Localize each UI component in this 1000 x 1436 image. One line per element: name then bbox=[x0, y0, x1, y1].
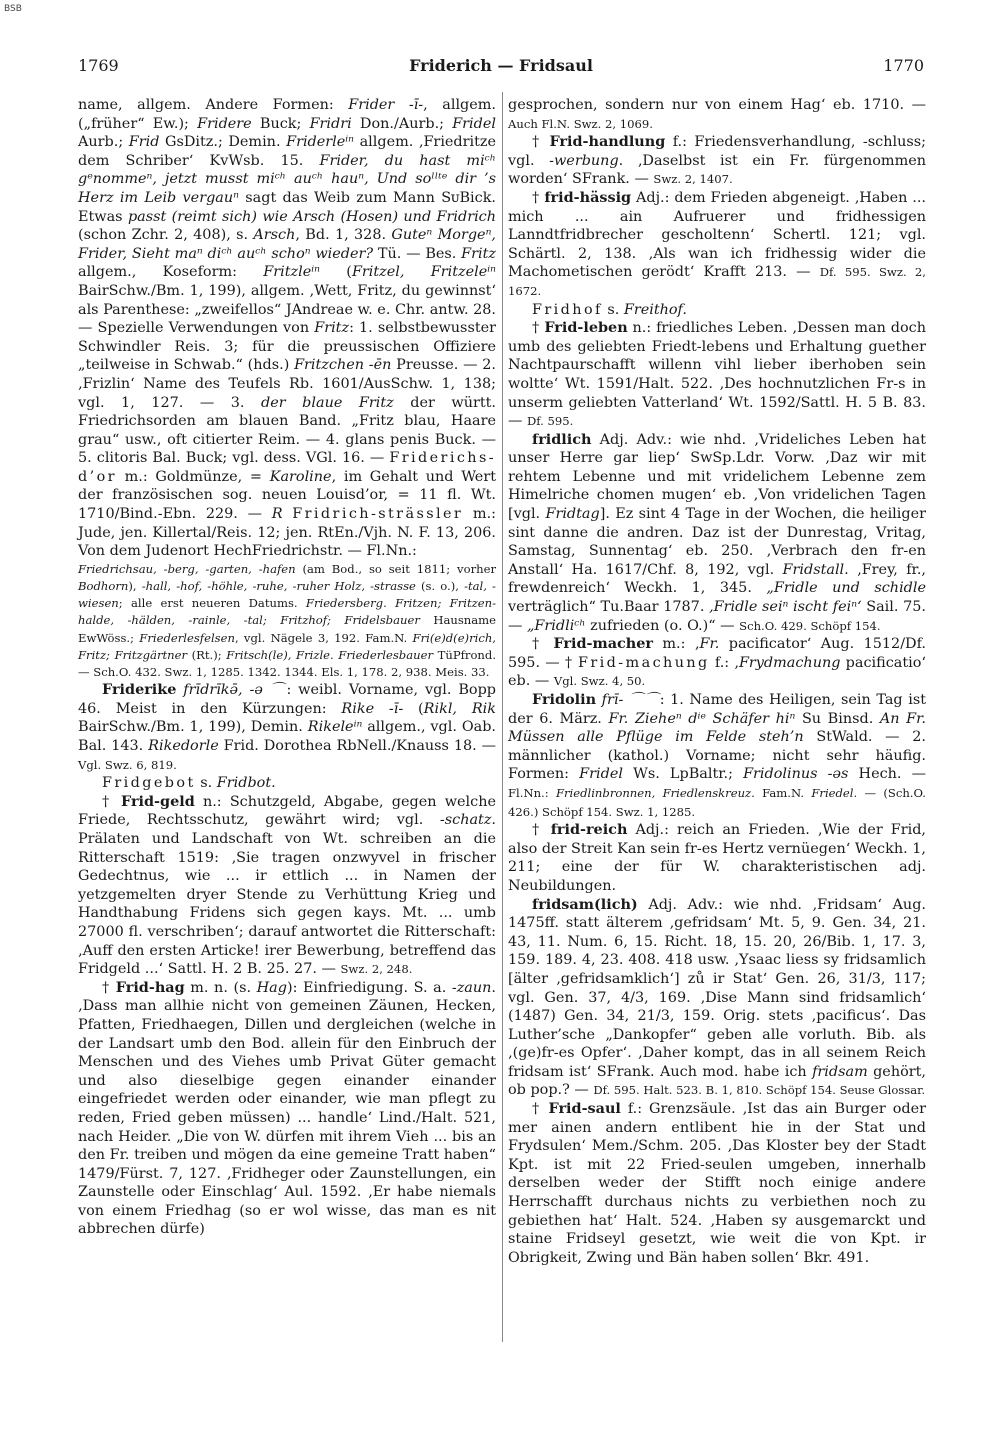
page-number-left: 1769 bbox=[78, 56, 119, 75]
left-dictionary-entry: Fridgebot s. Fridbot. bbox=[102, 775, 276, 792]
running-title: Friderich — Fridsaul bbox=[409, 56, 593, 75]
right-dictionary-entry: † Frid-saul f.: Grenzsäule. ‚Ist das ain Burger oder mer ainen andern entlibent hie in der Stat und Frydsulen‘ Mem./Schm. 205. ‚Das Kloster bey der Stadt Kpt. ist mit 22 Fried-seulen umgeben, innerhalb derselben weder der Stifft noch einige andere Herrschafft durchaus nichts zu verbiethen noch zu gebiethen hat‘ Halt. 524. ‚Haben sy ausgemarckt und staine Fridseyl gesetzt, wie weit die von Kpt. ir Obrigkeit, Zwing und Bän haben sollen‘ Bkr. 491. bbox=[508, 1100, 926, 1266]
page-number-right: 1770 bbox=[883, 56, 924, 75]
left-column bbox=[78, 96, 496, 1239]
right-dictionary-entry: † Frid-leben n.: friedliches Leben. ‚Dessen man doch umb des geliebten Friedt-lebens und Erhaltung guether Nachtpaurschafft willenn vihl lieber iberhoben sein woltte‘ Wt. 1591/Halt. 522. ‚Des hochnutzlichen Fr-s in unserm geliebten Vatterland‘ Wt. 1592/Sattl. H. 5 B. 83. — Df. 595. bbox=[508, 319, 926, 430]
right-dictionary-entry: Fridhof s. Freithof. bbox=[532, 301, 687, 318]
right-dictionary-entry: † frid-reich Adj.: reich an Frieden. ‚Wie der Frid, also der Streit Kan sein fr-es Hertz vernüegen‘ Weckh. 1, 211; eine der für W. charakteristischen adj. Neubildungen. bbox=[508, 821, 926, 894]
right-dictionary-entry: fridsam(lich) Adj. Adv.: wie nhd. ‚Fridsam‘ Aug. 1475ff. statt älterem ‚gefridsam‘ Mt. 5, 9. Gen. 34, 21. 43, 11. Num. 6, 15. Richt. 18, 15. 20, 26/Bib. 1, 17. 3, 159. 189. 4, 23. 408. 418 usw. ‚Ysaac liess sy fridsamlich [älter ‚gefridsamklich‘] zů ir Stat‘ Gen. 26, 31/3, 117; vgl. Gen. 37, 4/3, 169. ‚Dise Mann sind fridsamlich‘ (1487) Gen. 34, 21/3, 159. Orig. stets ‚pacificus‘. Das Luther’sche „Dankopfer“ geben alle vorluth. Bib. als ‚(ge)fr-es Opfer‘. ‚Daher kompt, das in all seinem Reich fridsam ist‘ SFrank. Auch mod. habe ich fridsam gehört, ob pop.? — Df. 595. Halt. 523. B. 1, 810. Schöpf 154. Seuse Glossar. bbox=[508, 895, 926, 1099]
right-dictionary-entry: † frid-hässig Adj.: dem Frieden abgeneigt. ‚Haben ... mich ... ain Aufruerer und fridhessigen Lanndtfridbrecher gescholtenn‘ Schertl. 121; vgl. Schärtl. 2, 138. ‚Als wan ich fridhessig wider die Machometischen gerödt‘ Krafft 213. — Df. 595. Swz. 2, 1672. bbox=[508, 188, 926, 298]
right-entry-continuation: gesprochen, sondern nur von einem Hag‘ eb. 1710. — Auch Fl.N. Swz. 2, 1069. bbox=[508, 97, 926, 131]
right-dictionary-entry: Fridolin frī- ⌒⌒: 1. Name des Heiligen, sein Tag ist der 6. März. Fr. Zieheⁿ dⁱᵉ Schäfer hiⁿ Su Binsd. An Fr. Müssen alle Pflüge im Felde steh’n StWald. — 2. männlicher (kathol.) Vorname; nicht sehr häufig. Formen: Fridel Ws. LpBaltr.; Fridolinus -əs Hech. — Fl.Nn.: Friedlinbronnen, Friedlenskreuz. Fam.N. Friedel. — (Sch.O. 426.) Schöpf 154. Swz. 1, 1285. bbox=[508, 691, 927, 819]
page-header bbox=[78, 56, 924, 82]
left-entry-continuation: Friedrichsau, -berg, -garten, -hafen (am Bod., so seit 1811; vorher Bodhorn), -hall, -hof, -höhle, -ruhe, -ruher Holz, -strasse (s. o.), -tal, -wiesen; alle erst neueren Datums. Friedersberg. Fritzen; Fritzen-halde, -hälden, -rainle, -tal; Fritzhof; Fridelsbauer Hausname EwWöss.; Friederlesfelsen, vgl. Nägele 3, 192. Fam.N. Fri(e)d(e)rich, Fritz; Fritzgärtner (Rt.); Fritsch(le), Frizle. Friederlesbauer TüPfrond. — Sch.O. 432. Swz. 1, 1285. 1342. 1344. Els. 1, 178. 2, 938. Meis. 33. bbox=[78, 561, 497, 680]
library-stamp: BSB bbox=[4, 4, 22, 14]
left-dictionary-entry: † Frid-hag m. n. (s. Hag): Einfriedigung. S. a. -zaun. ‚Dass man allhie nicht von gemeinen Zäunen, Hecken, Pfatten, Friedhaegen, Dillen und dergleichen (welche in der Landsart umb den Bod. allein für den Einbruch der Menschen und des Viehes umb Privat Güter gemacht und also dieselbige gegen einander einander eingefriedet werden oder einander, wie man pflegt zu reden, Fried geben müssen) ... handle‘ Lind./Halt. 521, nach Heider. „Die von W. dürfen mit ihrem Vieh ... bis an den Fr. treiben und mögen da eine gemeine Tratt haben“ 1479/Fürst. 7, 127. ‚Fridheger oder Zaunstellungen, ein Zaunstelle oder Einschlag‘ Aul. 1592. ‚Er habe niemals von einem Friedhag (so er wol wisse, das man es nit abbrechen dürfe) bbox=[78, 978, 496, 1238]
left-entry-continuation: name, allgem. Andere Formen: Frider -ī-, allgem. („früher“ Ew.); Fridere Buck; Fridri Don./Aurb.; Fridel Aurb.; Frid GsDitz.; Demin. Friderleⁱⁿ allgem. ‚Friedritze dem Schriber‘ KvWsb. 15. Frider, du hast miᶜʰ gᵉnommeⁿ, jetzt musst miᶜʰ auᶜʰ hauⁿ, Und soˡˡᵗᵉ dir ’s Herz im Leib vergauⁿ sagt das Weib zum Mann SᴜBick. Etwas passt (reimt sich) wie Arsch (Hosen) und Fridrich (schon Zchr. 2, 408), s. Arsch, Bd. 1, 328. Guteⁿ Morgeⁿ, Frider, Sieht maⁿ diᶜʰ auᶜʰ schoⁿ wieder? Tü. — Bes. Fritz allgem., Koseform: Fritzleⁱⁿ (Fritzel, Fritzeleⁱⁿ BairSchw./Bm. 1, 199), allgem. ‚Wett, Fritz, du gewinnst‘ als Parenthese: „zweifellos“ JAndreae w. e. Chr. antw. 28. — Spezielle Verwendungen von Fritz: 1. selbstbewusster Schwindler Reis. 3; für die preussischen Offiziere „teilweise in Schwab.“ (hds.) Fritzchen -ēn Preusse. — 2. ‚Frizlin‘ Name des Teufels Rb. 1601/AusSchw. 1, 138; vgl. 1, 127. — 3. der blaue Fritz der württ. Friedrichsorden am blauen Band. „Fritz blau, Haare grau“ usw., oft citierter Reim. — 4. glans penis Buck. — 5. clitoris Bal. Buck; vgl. dess. VGl. 16. — Friderichs-d’or m.: Goldmünze, = Karoline, im Gehalt und Wert der französischen sog. neuen Louisd’or, = 11 fl. Wt. 1710/Bind.-Ebn. 229. — R Fridrich-strässler m.: Jude, jen. Killertal/Reis. 12; jen. RtEn./Vjh. N. F. 13, 206. Von dem Judenort HechFriedrichstr. — Fl.Nn.: bbox=[78, 97, 497, 560]
right-dictionary-entry: † Frid-handlung f.: Friedensverhandlung, -schluss; vgl. -werbung. ‚Daselbst ist ein Fr. fürgenommen worden‘ SFrank. — Swz. 2, 1407. bbox=[508, 133, 927, 188]
left-dictionary-entry: † Frid-geld n.: Schutzgeld, Abgabe, gegen welche Friede, Rechtsschutz, gewährt wird; vgl. -schatz. Prälaten und Landschaft von Wt. schreiben an die Ritterschaft 1519: ‚Sie tragen onzwyvel in frischer Gedechtnus, wie ... ir ettlich ... in Namen der yetzgemelten dryer Stende zu Verhüttung Krieg und Handthabung Fridens sich gegen kays. Mt. ... umb 27000 fl. verschriben‘; darauf antwortet die Ritterschaft: ‚Auff den ersten Articke! irer Bewerbung, betreffend das Fridgeld ...‘ Sattl. H. 2 B. 25. 27. — Swz. 2, 248. bbox=[78, 792, 496, 978]
right-dictionary-entry: † Frid-macher m.: ‚Fr. pacificator‘ Aug. 1512/Df. 595. — † Frid-machung f.: ‚Frydmachung pacificatio‘ eb. — Vgl. Swz. 4, 50. bbox=[508, 635, 927, 690]
right-dictionary-entry: fridlich Adj. Adv.: wie nhd. ‚Vrideliches Leben hat unser Herre gar liep‘ SwSp.Ldr. Vorw. ‚Daz wir mit rehtem Lebenne und mit vridelichem Lebenne zem Himelriche chomen mugen‘ eb. ‚Von vridelichen Tagen [vgl. Fridtag]. Ez sint 4 Tage in der Wochen, die heiliger sint danne die andren. Daz ist der Dunrestag, Vritag, Samstag, Sunnentag‘ eb. 250. ‚Verbrach den fr-en Anstall‘ Ha. 1617/Chf. 8, 192, vgl. Fridstall. ‚Frey, fr., frewdenreich‘ Weckh. 1, 345. „Fridle und schidle verträglich“ Tu.Baar 1787. ‚Fridle seiⁿ ischt feiⁿ‘ Sail. 75. — „Fridliᶜʰ zufrieden (o. O.)“ — Sch.O. 429. Schöpf 154. bbox=[508, 430, 926, 634]
column-divider bbox=[502, 92, 503, 1342]
right-column bbox=[508, 96, 926, 1267]
left-dictionary-entry: Friderike frīdrīkə̄, -ə ⌒: weibl. Vorname, vgl. Bopp 46. Meist in den Kürzungen: Rike -ī- (Rikl, Rik BairSchw./Bm. 1, 199), Demin. Rikeleⁱⁿ allgem., vgl. Oab. Bal. 143. Rikedorle Frid. Dorothea RbNell./Knauss 18. — Vgl. Swz. 6, 819. bbox=[78, 681, 496, 772]
